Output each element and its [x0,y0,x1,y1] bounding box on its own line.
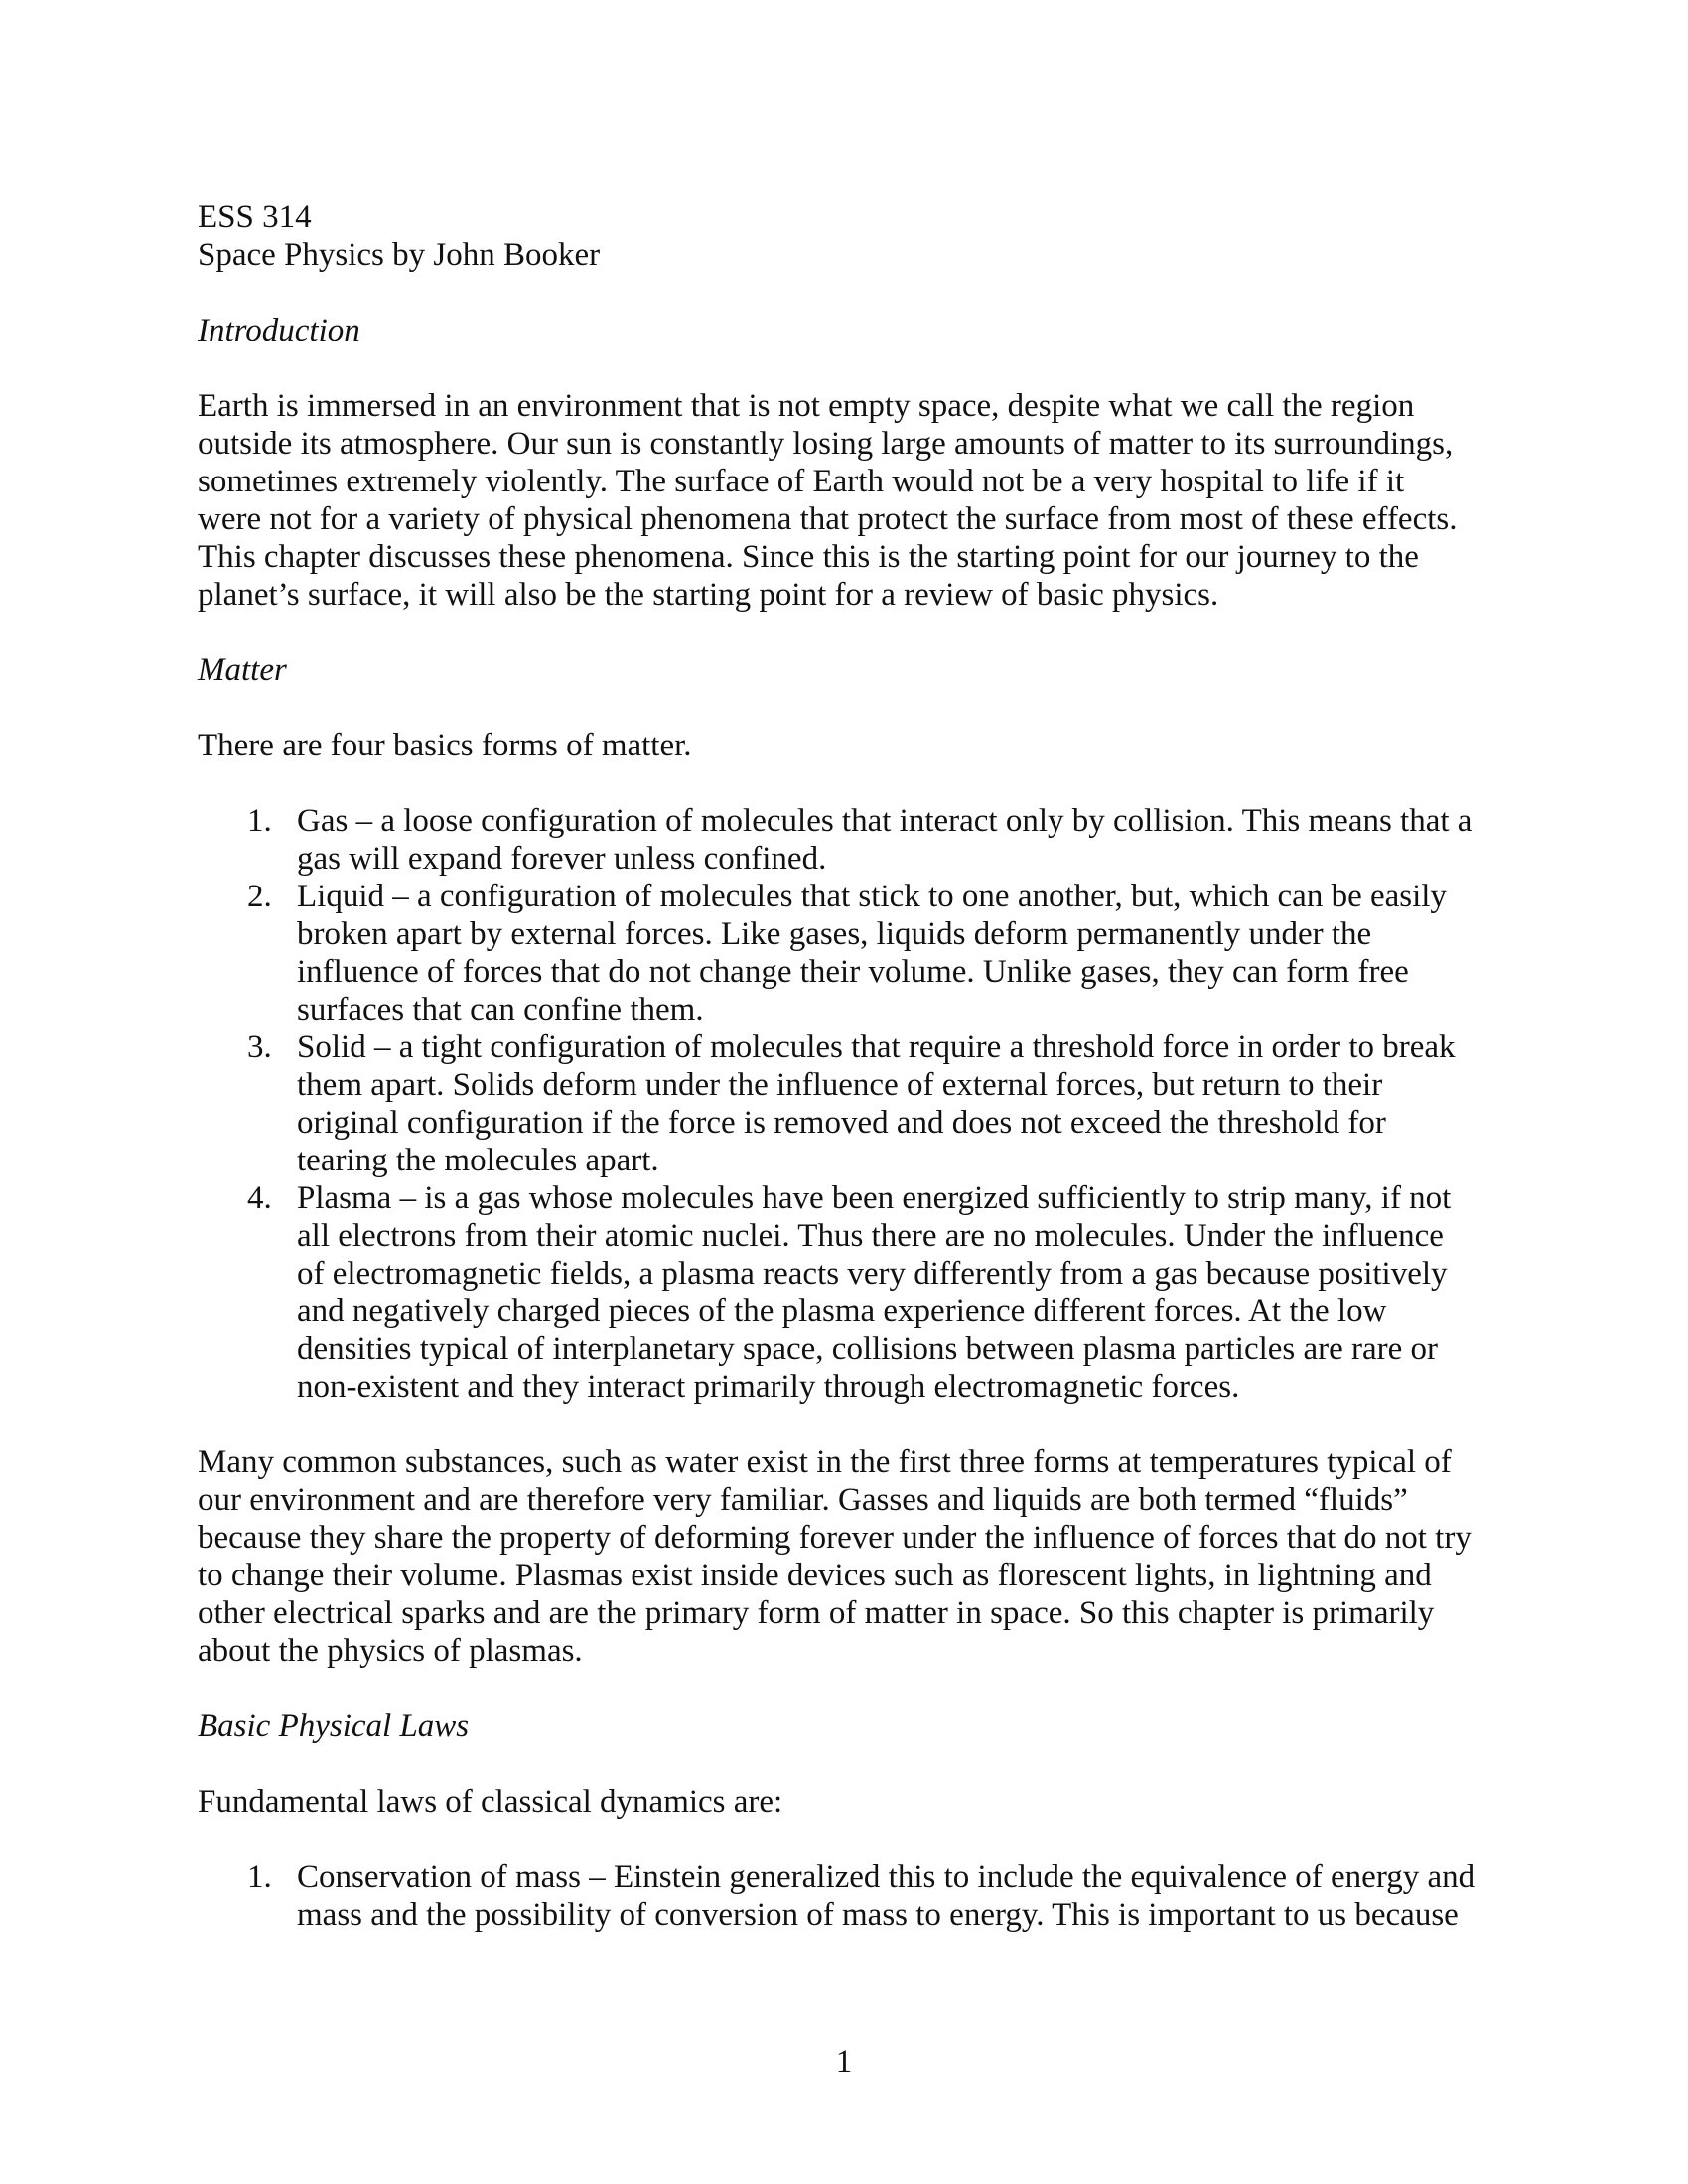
text-line: were not for a variety of physical phenomena that protect the surface from most of these effects. [198,501,1458,537]
text-line: about the physics of plasmas. [198,1633,583,1669]
page-number: 1 [835,2044,853,2080]
list-number: 1. [247,803,272,839]
text-line: broken apart by external forces. Like gases, liquids deform permanently under the [297,916,1372,952]
paragraph-matter-intro: There are four basics forms of matter. [198,728,692,763]
text-line: Solid – a tight configuration of molecules that require a threshold force in order to break [297,1029,1456,1065]
text-line: sometimes extremely violently. The surface of Earth would not be a very hospital to life if it [198,464,1405,499]
heading-introduction: Introduction [198,313,360,348]
text-line: Many common substances, such as water exist in the first three forms at temperatures typical of [198,1444,1452,1480]
list-item-solid [198,1028,1488,1179]
list-number: 2. [247,879,272,914]
text-line: mass and the possibility of conversion of mass to energy. This is important to us because [297,1897,1459,1933]
paragraph-introduction [198,387,1488,614]
text-line: and negatively charged pieces of the plasma experience different forces. At the low [297,1294,1387,1329]
text-line: surfaces that can confine them. [297,992,704,1027]
text-line: Liquid – a configuration of molecules that stick to one another, but, which can be easily [297,879,1447,914]
list-item-gas [198,802,1488,878]
text-line: Conservation of mass – Einstein generalized this to include the equivalence of energy and [297,1859,1476,1895]
list-item-plasma [198,1179,1488,1406]
text-line: densities typical of interplanetary space, collisions between plasma particles are rare or [297,1331,1439,1367]
text-line: our environment and are therefore very familiar. Gasses and liquids are both termed “fluids” [198,1482,1408,1518]
text-line: Plasma – is a gas whose molecules have been energized sufficiently to strip many, if not [297,1180,1452,1216]
text-line: planet’s surface, it will also be the starting point for a review of basic physics. [198,577,1219,613]
heading-basic-physical-laws: Basic Physical Laws [198,1708,470,1744]
text-line: other electrical sparks and are the primary form of matter in space. So this chapter is primarily [198,1595,1435,1631]
course-code: ESS 314 [198,200,312,235]
text-line: all electrons from their atomic nuclei. Thus there are no molecules. Under the influence [297,1218,1444,1254]
text-line: them apart. Solids deform under the influence of external forces, but return to their [297,1067,1383,1103]
text-line: because they share the property of deforming forever under the influence of forces that do not try [198,1520,1472,1556]
text-line: to change their volume. Plasmas exist inside devices such as florescent lights, in lightning and [198,1558,1432,1593]
text-line: Earth is immersed in an environment that is not empty space, despite what we call the region [198,388,1415,424]
text-line: of electromagnetic fields, a plasma reacts very differently from a gas because positively [297,1256,1448,1292]
list-item-conservation-of-mass [198,1858,1488,1934]
list-number: 4. [247,1180,272,1216]
heading-matter: Matter [198,652,287,688]
text-line: original configuration if the force is removed and does not exceed the threshold for [297,1105,1386,1141]
text-line: non-existent and they interact primarily through electromagnetic forces. [297,1369,1240,1405]
physical-laws-list [198,1858,1488,1934]
paragraph-laws-intro: Fundamental laws of classical dynamics are: [198,1784,783,1820]
text-line: influence of forces that do not change their volume. Unlike gases, they can form free [297,954,1409,990]
document-title: Space Physics by John Booker [198,237,601,273]
text-line: This chapter discusses these phenomena. Since this is the starting point for our journey to the [198,539,1419,575]
text-line: tearing the molecules apart. [297,1143,659,1178]
text-line: Gas – a loose configuration of molecules that interact only by collision. This means that a [297,803,1473,839]
text-line: outside its atmosphere. Our sun is constantly losing large amounts of matter to its surroundings, [198,426,1454,462]
paragraph-matter-closing [198,1443,1488,1670]
text-line: gas will expand forever unless confined. [297,841,827,877]
matter-forms-list [198,802,1488,1406]
list-item-liquid [198,878,1488,1028]
page-content [198,199,1488,1972]
list-number: 1. [247,1859,272,1895]
list-number: 3. [247,1029,272,1065]
